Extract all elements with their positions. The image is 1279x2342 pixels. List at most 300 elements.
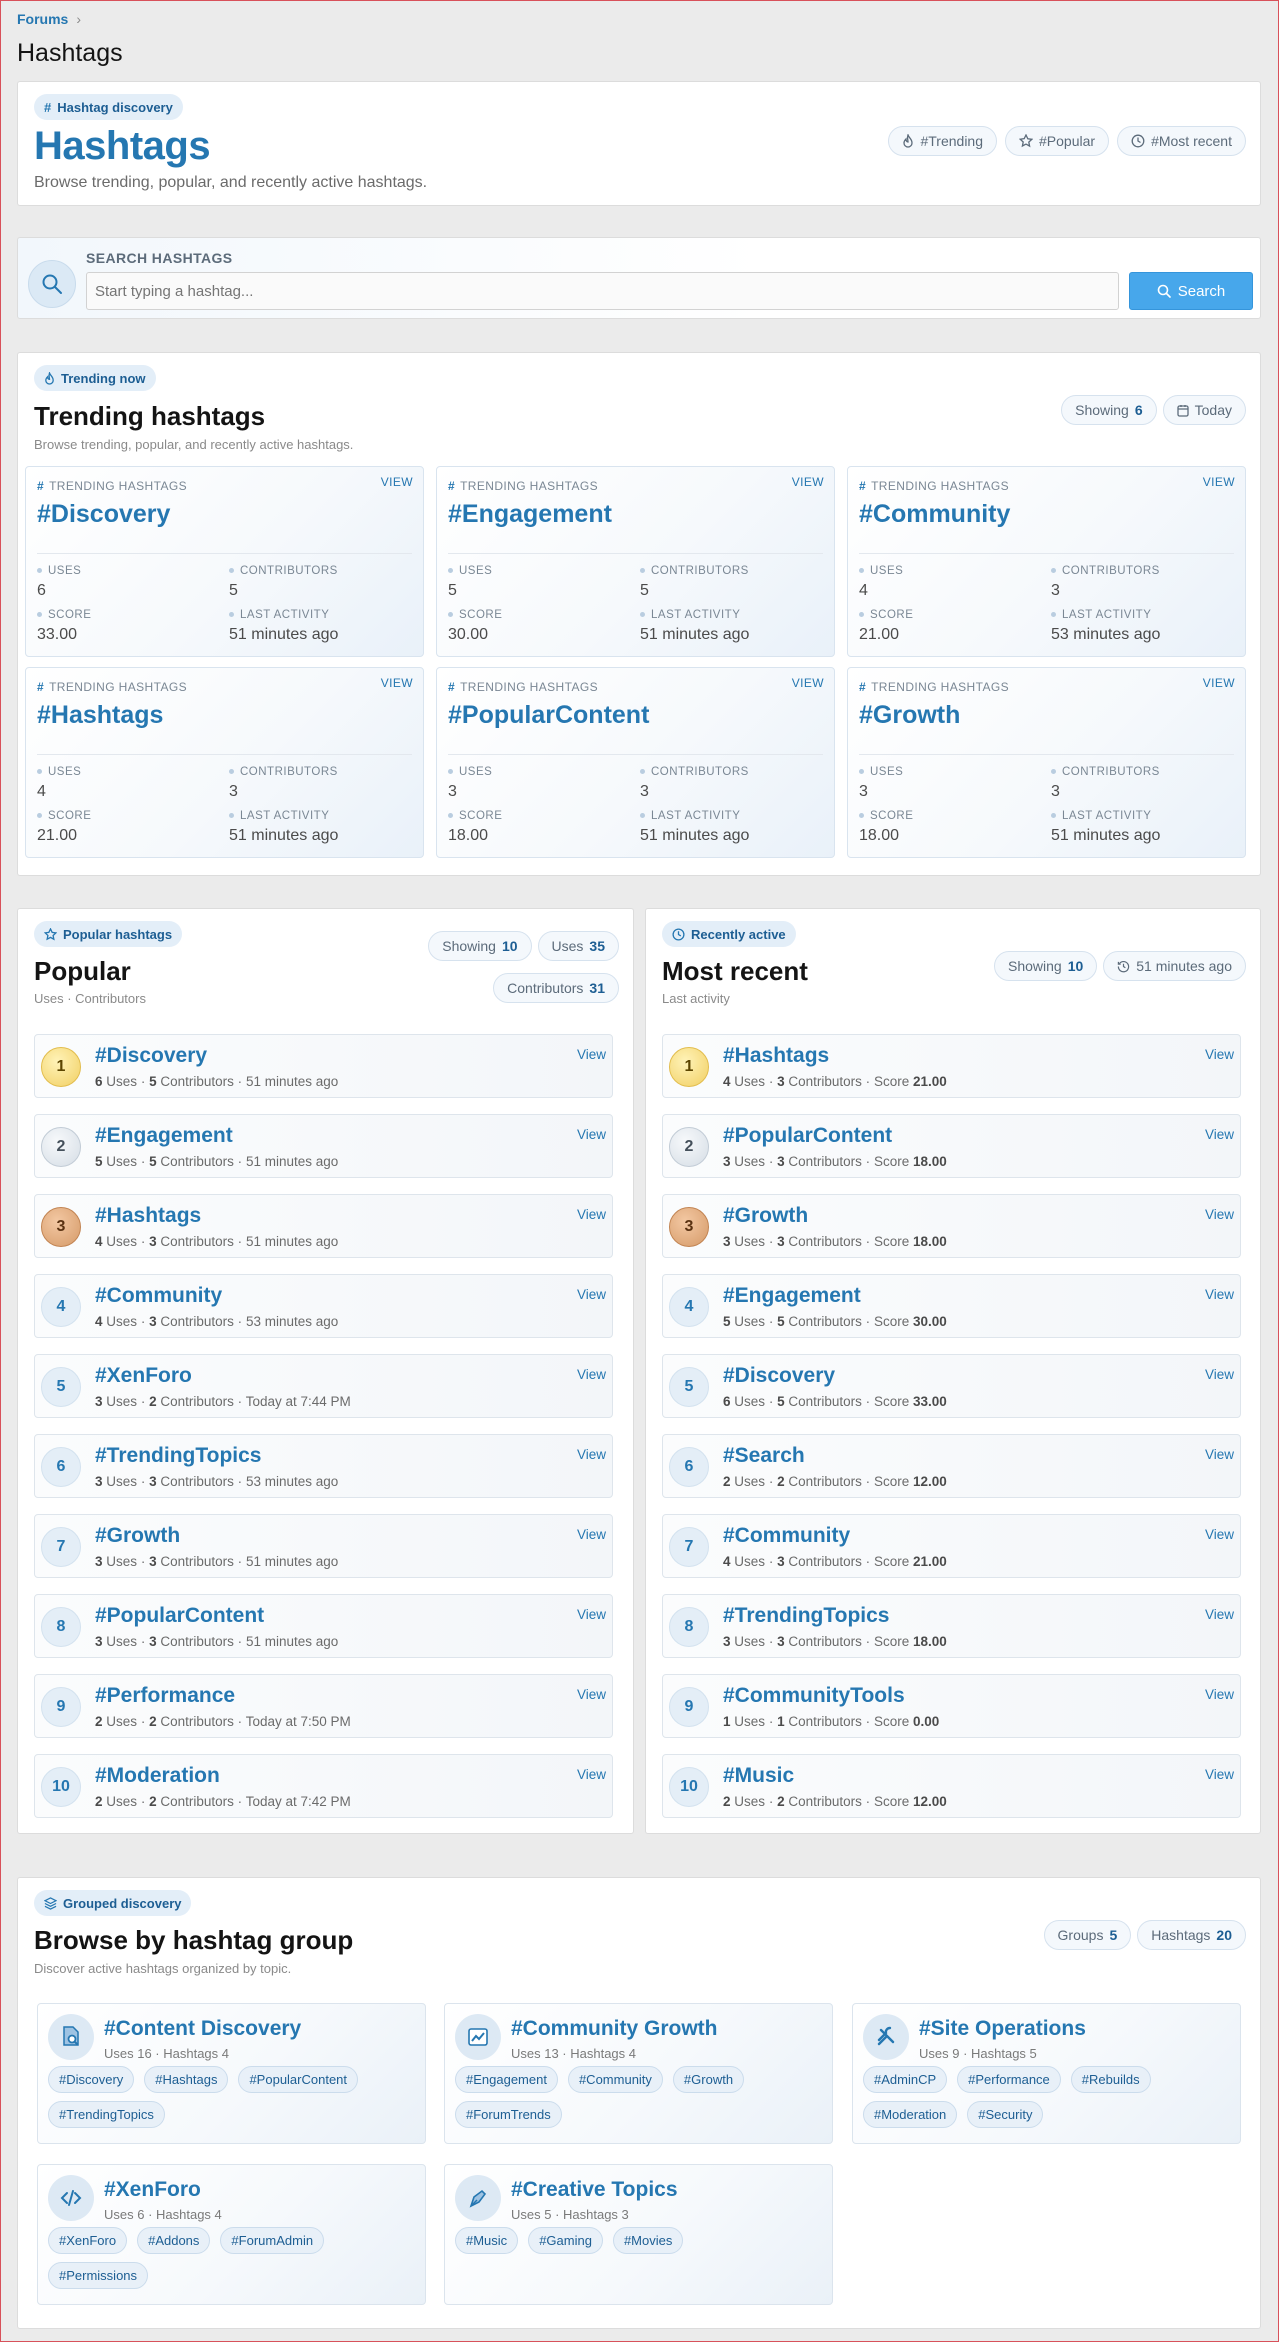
trending-showing-chip: Showing 6 [1061, 395, 1157, 425]
contributors-word: Contributors [788, 1154, 862, 1169]
stat-value: 3 [640, 783, 649, 800]
hashtag-chip[interactable]: #ForumTrends [455, 2101, 562, 2128]
view-link[interactable]: View [576, 1367, 606, 1382]
contributors-count: 3 [777, 1634, 785, 1649]
stat-label: USES [859, 565, 903, 577]
view-link[interactable]: View [1204, 1687, 1234, 1702]
stat-label: USES [37, 766, 81, 778]
view-link[interactable]: View [576, 1127, 606, 1142]
stat-uses [448, 565, 492, 600]
stat-value: 51 minutes ago [1051, 827, 1161, 844]
view-link[interactable]: View [576, 1207, 606, 1222]
stat-label: LAST ACTIVITY [229, 609, 338, 621]
stat-label: SCORE [37, 609, 91, 621]
hashtag-link[interactable]: #PopularContent [723, 1124, 893, 1147]
stat-label: CONTRIBUTORS [229, 565, 338, 577]
view-link[interactable]: View [1204, 1527, 1234, 1542]
uses-count: 4 [95, 1314, 103, 1329]
uses-count: 3 [95, 1554, 103, 1569]
group-title-link[interactable]: #Site Operations [919, 2017, 1086, 2040]
contributors-count: 5 [149, 1074, 157, 1089]
hashtag-title[interactable]: #Hashtags [37, 701, 164, 729]
hero-title: Hashtags [34, 124, 211, 168]
group-card [852, 2003, 1241, 2144]
search-input[interactable] [86, 272, 1119, 310]
uses-word: Uses [106, 1074, 138, 1089]
hashtag-link[interactable]: #XenForo [95, 1364, 192, 1387]
list-item[interactable] [34, 1354, 613, 1418]
hashtag-title[interactable]: #PopularContent [448, 701, 650, 729]
view-link[interactable]: VIEW [791, 475, 824, 489]
rank-badge: 10 [669, 1767, 709, 1807]
separator: · [140, 1474, 146, 1489]
divider [859, 754, 1234, 755]
rank-badge: 7 [669, 1527, 709, 1567]
activity-time: 53 minutes ago [245, 1474, 339, 1489]
stat-label: USES [448, 565, 492, 577]
contributors-word: Contributors [160, 1154, 234, 1169]
list-item[interactable] [34, 1274, 613, 1338]
hashtag-link[interactable]: #Discovery [723, 1364, 836, 1387]
trending-card[interactable] [436, 667, 835, 858]
separator: · [768, 1554, 774, 1569]
view-link[interactable]: View [1204, 1047, 1234, 1062]
uses-word: Uses [734, 1794, 766, 1809]
trending-card[interactable] [847, 667, 1246, 858]
uses-word: Uses [106, 1474, 138, 1489]
stat-value: 3 [448, 783, 457, 800]
hashtag-link[interactable]: #Engagement [95, 1124, 233, 1147]
stat-value: 5 [229, 582, 238, 599]
hashtag-chip[interactable]: #ForumAdmin [220, 2227, 324, 2254]
rank-badge: 5 [41, 1367, 81, 1407]
hashtag-link[interactable]: #Performance [95, 1684, 236, 1707]
stat-last [640, 810, 749, 845]
group-title-link[interactable]: #Creative Topics [511, 2178, 678, 2201]
stat-contributors [229, 565, 338, 600]
contributors-word: Contributors [788, 1314, 862, 1329]
separator: · [140, 1794, 146, 1809]
hashtag-chip[interactable]: #Moderation [863, 2101, 957, 2128]
uses-word: Uses [734, 1074, 766, 1089]
separator: · [237, 1794, 243, 1809]
trending-card[interactable] [25, 667, 424, 858]
recent-showing-chip: Showing 10 [994, 951, 1097, 981]
list-item[interactable] [34, 1594, 613, 1658]
chart-line-icon [455, 2014, 501, 2060]
list-item[interactable] [662, 1434, 1241, 1498]
separator: · [865, 1794, 871, 1809]
score-value: 18.00 [912, 1154, 947, 1169]
separator: · [140, 1234, 146, 1249]
list-item[interactable] [34, 1434, 613, 1498]
hashtag-link[interactable]: #Growth [95, 1524, 181, 1547]
contributors-count: 3 [777, 1074, 785, 1089]
hashtag-chip[interactable]: #Music [455, 2227, 518, 2254]
stat-value: 3 [229, 783, 238, 800]
uses-word: Uses [734, 1154, 766, 1169]
trending-card-label-text: TRENDING HASHTAGS [871, 479, 1009, 493]
calendar-icon [1177, 404, 1189, 417]
uses-count: 6 [95, 1074, 103, 1089]
trending-card[interactable] [25, 466, 424, 657]
hashtag-chip[interactable]: #Addons [137, 2227, 210, 2254]
separator: · [865, 1234, 871, 1249]
row-meta [95, 1154, 338, 1169]
stat-label: CONTRIBUTORS [640, 565, 749, 577]
view-link[interactable]: VIEW [380, 475, 413, 489]
search-document-icon [48, 2014, 94, 2060]
trending-block [17, 352, 1261, 876]
breadcrumb-forums-link[interactable]: Forums [17, 11, 69, 27]
list-item[interactable] [662, 1674, 1241, 1738]
hashtag-chip[interactable]: #Rebuilds [1071, 2066, 1151, 2093]
stat-last [229, 810, 338, 845]
group-title-link[interactable]: #Content Discovery [104, 2017, 302, 2040]
separator: · [237, 1554, 243, 1569]
activity-time: Today at 7:42 PM [245, 1794, 351, 1809]
hashtag-chip[interactable]: #Movies [613, 2227, 683, 2254]
contributors-word: Contributors [160, 1714, 234, 1729]
stat-contributors [640, 565, 749, 600]
trending-card[interactable] [847, 466, 1246, 657]
list-item[interactable] [662, 1034, 1241, 1098]
list-item[interactable] [34, 1754, 613, 1818]
group-meta: Uses 13 · Hashtags 4 [511, 2046, 637, 2061]
recent-badge: Recently active [662, 921, 796, 947]
uses-count: 6 [723, 1394, 731, 1409]
score-value: 12.00 [912, 1474, 947, 1489]
stat-score [859, 810, 913, 845]
contributors-count: 5 [777, 1394, 785, 1409]
hashtag-chip[interactable]: #Discovery [48, 2066, 134, 2093]
contributors-count: 2 [777, 1794, 785, 1809]
popular-meta [359, 931, 619, 1003]
trending-card[interactable] [436, 466, 835, 657]
uses-word: Uses [106, 1314, 138, 1329]
divider [859, 553, 1234, 554]
view-link[interactable]: View [1204, 1607, 1234, 1622]
contributors-count: 3 [777, 1234, 785, 1249]
list-item[interactable] [34, 1674, 613, 1738]
stat-value: 3 [1051, 582, 1060, 599]
list-item[interactable] [662, 1274, 1241, 1338]
recent-block [645, 908, 1261, 1834]
view-link[interactable]: View [1204, 1447, 1234, 1462]
activity-time: 53 minutes ago [245, 1314, 339, 1329]
search-label: SEARCH HASHTAGS [86, 250, 233, 266]
breadcrumb-separator: › [76, 11, 82, 27]
contributors-word: Contributors [788, 1474, 862, 1489]
search-icon [28, 260, 76, 308]
rank-badge: 10 [41, 1767, 81, 1807]
score-value: 0.00 [912, 1714, 940, 1729]
list-item[interactable] [662, 1194, 1241, 1258]
uses-count: 3 [95, 1394, 103, 1409]
separator: · [865, 1554, 871, 1569]
groups-badge: Grouped discovery [34, 1890, 191, 1916]
score-word: Score [873, 1634, 910, 1649]
popular-link[interactable]: #Popular [1005, 126, 1109, 156]
stat-label: CONTRIBUTORS [229, 766, 338, 778]
popular-badge: Popular hashtags [34, 921, 182, 947]
score-word: Score [873, 1714, 910, 1729]
divider [448, 754, 823, 755]
stat-value: 51 minutes ago [229, 827, 339, 844]
hashtag-link[interactable]: #Growth [723, 1204, 809, 1227]
view-link[interactable]: View [1204, 1367, 1234, 1382]
contributors-word: Contributors [160, 1634, 234, 1649]
uses-word: Uses [734, 1634, 766, 1649]
hashtag-chip[interactable]: #Gaming [528, 2227, 603, 2254]
activity-time: 51 minutes ago [245, 1554, 339, 1569]
search-block [17, 237, 1261, 319]
rank-badge: 5 [669, 1367, 709, 1407]
hashtag-chip[interactable]: #Growth [673, 2066, 744, 2093]
uses-count: 2 [95, 1794, 103, 1809]
stat-value: 6 [37, 582, 46, 599]
hashtag-chip[interactable]: #Security [967, 2101, 1043, 2128]
most-recent-link[interactable]: #Most recent [1117, 126, 1246, 156]
hashtag-link[interactable]: #Discovery [95, 1044, 208, 1067]
hashtag-link[interactable]: #Music [723, 1764, 795, 1787]
hashtag-link[interactable]: #Search [723, 1444, 805, 1467]
contributors-word: Contributors [160, 1394, 234, 1409]
stat-score [37, 609, 91, 644]
hash-icon: # [448, 479, 456, 493]
stat-value: 30.00 [448, 626, 489, 643]
stat-label: LAST ACTIVITY [1051, 609, 1160, 621]
rank-badge: 3 [41, 1207, 81, 1247]
view-link[interactable]: View [1204, 1207, 1234, 1222]
view-link[interactable]: View [576, 1607, 606, 1622]
hashtag-link[interactable]: #Hashtags [95, 1204, 202, 1227]
rank-badge: 8 [669, 1607, 709, 1647]
row-meta [95, 1714, 351, 1729]
separator: · [768, 1794, 774, 1809]
stat-label: SCORE [859, 609, 913, 621]
groups-title: Browse by hashtag group [34, 1925, 354, 1955]
trending-card-label-text: TRENDING HASHTAGS [49, 479, 187, 493]
stat-value: 4 [37, 783, 46, 800]
list-item[interactable] [662, 1594, 1241, 1658]
rank-badge: 9 [41, 1687, 81, 1727]
contributors-count: 5 [777, 1314, 785, 1329]
hashtag-link[interactable]: #Community [95, 1284, 223, 1307]
stat-uses [37, 766, 81, 801]
layers-icon [44, 1897, 57, 1910]
view-link[interactable]: View [1204, 1287, 1234, 1302]
trending-badge: Trending now [34, 365, 156, 391]
separator: · [768, 1634, 774, 1649]
stat-uses [448, 766, 492, 801]
contributors-word: Contributors [788, 1074, 862, 1089]
row-meta [95, 1794, 351, 1809]
list-item[interactable] [662, 1514, 1241, 1578]
activity-time: 51 minutes ago [245, 1634, 339, 1649]
list-item[interactable] [662, 1754, 1241, 1818]
stat-label: LAST ACTIVITY [640, 810, 749, 822]
popular-block [17, 908, 634, 1834]
hashtag-title[interactable]: #Community [859, 500, 1011, 528]
row-meta [723, 1074, 947, 1089]
hashtag-link[interactable]: #TrendingTopics [723, 1604, 890, 1627]
rank-badge: 3 [669, 1207, 709, 1247]
list-item[interactable] [34, 1194, 613, 1258]
trending-link[interactable]: #Trending [888, 126, 997, 156]
view-link[interactable]: VIEW [1202, 676, 1235, 690]
uses-word: Uses [106, 1394, 138, 1409]
hash-icon: # [37, 680, 45, 694]
uses-count: 3 [95, 1634, 103, 1649]
separator: · [768, 1474, 774, 1489]
stat-label: LAST ACTIVITY [1051, 810, 1160, 822]
rank-badge: 1 [41, 1047, 81, 1087]
hash-icon: # [44, 99, 52, 115]
contributors-count: 3 [149, 1234, 157, 1249]
hashtag-link[interactable]: #Hashtags [723, 1044, 830, 1067]
list-item[interactable] [34, 1114, 613, 1178]
popular-contributors-chip: Contributors 31 [493, 973, 619, 1003]
uses-word: Uses [734, 1314, 766, 1329]
hashtag-chip[interactable]: #AdminCP [863, 2066, 947, 2093]
stat-score [448, 609, 502, 644]
view-link[interactable]: VIEW [1202, 475, 1235, 489]
view-link[interactable]: View [576, 1527, 606, 1542]
hashtag-chip[interactable]: #Community [568, 2066, 663, 2093]
group-tags [455, 2066, 825, 2128]
view-link[interactable]: VIEW [380, 676, 413, 690]
hashtag-chip[interactable]: #TrendingTopics [48, 2101, 165, 2128]
stat-contributors [1051, 565, 1160, 600]
list-item[interactable] [34, 1034, 613, 1098]
stat-value: 5 [640, 582, 649, 599]
contributors-count: 3 [149, 1474, 157, 1489]
hashtag-chip[interactable]: #PopularContent [238, 2066, 358, 2093]
separator: · [865, 1074, 871, 1089]
contributors-count: 1 [777, 1714, 785, 1729]
stat-value: 21.00 [859, 626, 900, 643]
view-link[interactable]: View [576, 1687, 606, 1702]
view-link[interactable]: View [576, 1447, 606, 1462]
stat-label: CONTRIBUTORS [1051, 766, 1160, 778]
view-link[interactable]: VIEW [791, 676, 824, 690]
uses-word: Uses [734, 1474, 766, 1489]
view-link[interactable]: View [1204, 1767, 1234, 1782]
score-value: 12.00 [912, 1794, 947, 1809]
uses-word: Uses [106, 1554, 138, 1569]
separator: · [768, 1074, 774, 1089]
groups-meta [1044, 1920, 1246, 1950]
trending-title: Trending hashtags [34, 401, 266, 431]
hashtag-chip[interactable]: #Hashtags [144, 2066, 228, 2093]
stat-value: 3 [1051, 783, 1060, 800]
contributors-word: Contributors [160, 1474, 234, 1489]
contributors-count: 5 [149, 1154, 157, 1169]
contributors-word: Contributors [788, 1554, 862, 1569]
contributors-count: 2 [777, 1474, 785, 1489]
uses-count: 4 [723, 1074, 731, 1089]
hero-block [17, 81, 1261, 206]
stat-value: 53 minutes ago [1051, 626, 1161, 643]
view-link[interactable]: View [1204, 1127, 1234, 1142]
hero-links [888, 126, 1246, 156]
stat-label: SCORE [448, 609, 502, 621]
stat-label: SCORE [37, 810, 91, 822]
hashtag-chip[interactable]: #XenForo [48, 2227, 127, 2254]
list-item[interactable] [662, 1114, 1241, 1178]
list-item[interactable] [662, 1354, 1241, 1418]
rank-badge: 2 [669, 1127, 709, 1167]
view-link[interactable]: View [576, 1047, 606, 1062]
hashtag-title[interactable]: #Engagement [448, 500, 612, 528]
group-card [37, 2003, 426, 2144]
trending-period-chip[interactable]: Today [1163, 395, 1246, 425]
stat-label: LAST ACTIVITY [640, 609, 749, 621]
separator: · [768, 1234, 774, 1249]
group-title-link[interactable]: #Community Growth [511, 2017, 718, 2040]
popular-title: Popular [34, 956, 131, 986]
rank-badge: 2 [41, 1127, 81, 1167]
group-meta: Uses 16 · Hashtags 4 [104, 2046, 230, 2061]
hashtag-title[interactable]: #Discovery [37, 500, 171, 528]
stat-label: USES [448, 766, 492, 778]
trending-card-label [859, 479, 1009, 493]
separator: · [865, 1394, 871, 1409]
recent-subtitle: Last activity [662, 991, 730, 1006]
rank-badge: 1 [669, 1047, 709, 1087]
stat-score [37, 810, 91, 845]
rank-badge: 6 [41, 1447, 81, 1487]
view-link[interactable]: View [576, 1287, 606, 1302]
stat-score [859, 609, 913, 644]
hashtag-title[interactable]: #Growth [859, 701, 961, 729]
hashtag-chip[interactable]: #Engagement [455, 2066, 558, 2093]
separator: · [768, 1394, 774, 1409]
separator: · [865, 1714, 871, 1729]
hashtag-link[interactable]: #Moderation [95, 1764, 220, 1787]
stat-uses [859, 565, 903, 600]
group-meta: Uses 6 · Hashtags 4 [104, 2207, 222, 2222]
search-button[interactable]: Search [1129, 272, 1253, 310]
trending-subtitle: Browse trending, popular, and recently active hashtags. [34, 437, 354, 452]
list-item[interactable] [34, 1514, 613, 1578]
row-meta [95, 1474, 338, 1489]
uses-count: 2 [95, 1714, 103, 1729]
hashtag-chip[interactable]: #Performance [957, 2066, 1061, 2093]
hash-icon: # [859, 479, 867, 493]
stat-contributors [229, 766, 338, 801]
activity-time: Today at 7:50 PM [245, 1714, 351, 1729]
hashtag-link[interactable]: #PopularContent [95, 1604, 265, 1627]
hashtag-link[interactable]: #Engagement [723, 1284, 861, 1307]
separator: · [237, 1154, 243, 1169]
groups-subtitle: Discover active hashtags organized by topic. [34, 1961, 292, 1976]
group-title-link[interactable]: #XenForo [104, 2178, 201, 2201]
hashtag-link[interactable]: #TrendingTopics [95, 1444, 262, 1467]
hashtag-link[interactable]: #CommunityTools [723, 1684, 905, 1707]
stat-value: 51 minutes ago [640, 626, 750, 643]
hashtag-chip[interactable]: #Permissions [48, 2262, 148, 2289]
stat-value: 33.00 [37, 626, 78, 643]
uses-count: 5 [723, 1314, 731, 1329]
activity-time: Today at 7:44 PM [245, 1394, 351, 1409]
hashtag-link[interactable]: #Community [723, 1524, 851, 1547]
separator: · [140, 1314, 146, 1329]
view-link[interactable]: View [576, 1767, 606, 1782]
rank-badge: 9 [669, 1687, 709, 1727]
trending-card-label-text: TRENDING HASHTAGS [49, 680, 187, 694]
